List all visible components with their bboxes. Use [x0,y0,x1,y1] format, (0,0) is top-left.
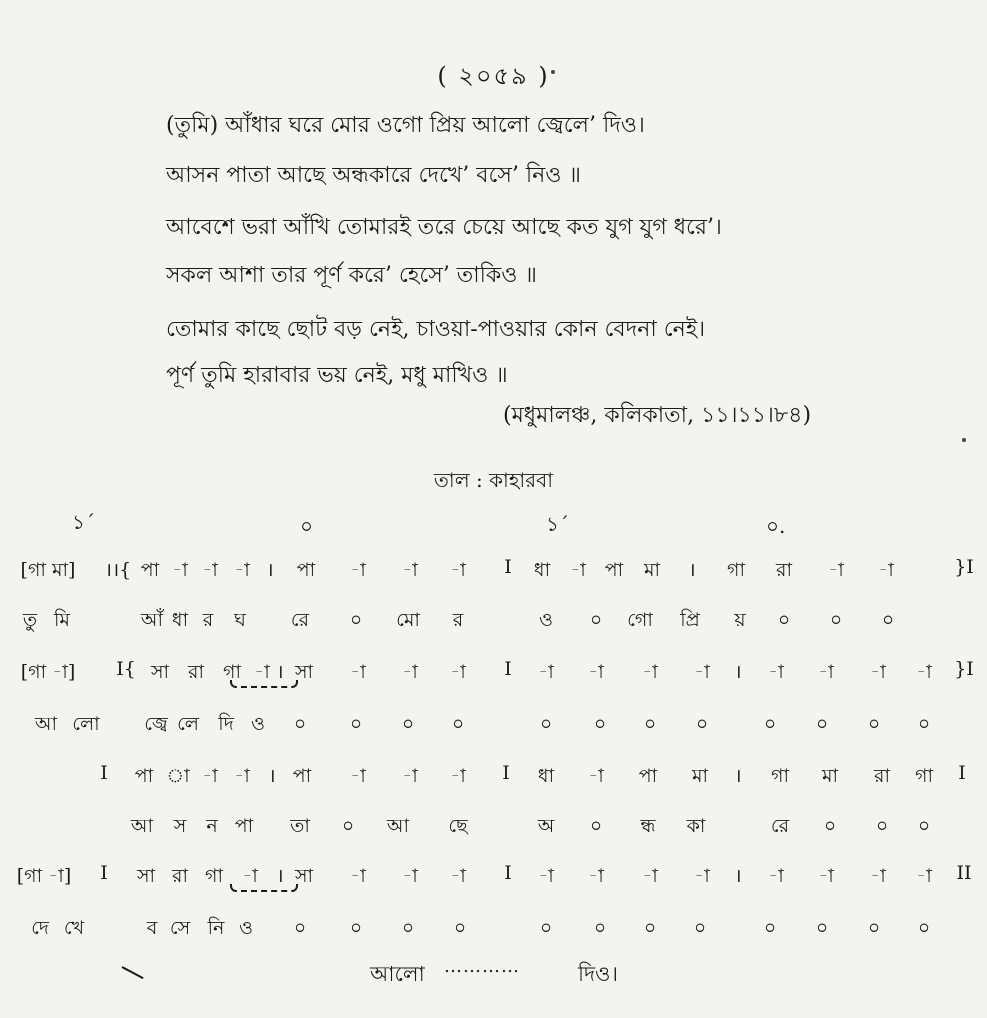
lyric-syllable: ০ [401,917,415,939]
lyric-syllable: আ [130,815,154,837]
notation-symbol: -া [870,865,886,887]
notation-symbol: । [734,865,742,887]
lyric-syllable: মি [54,609,70,631]
notation-symbol: [গা -া] [16,865,72,887]
notation-symbol: । [268,765,276,787]
notation-symbol: রা [172,865,188,887]
notation-symbol: -া [402,765,418,787]
notation-symbol: -া [254,661,270,683]
notation-symbol: ধা [533,559,551,581]
pen-stroke [122,966,144,979]
lyric-syllable: ছে [448,815,468,837]
lyric-syllable: ০ [293,713,307,735]
notation-symbol: -া [350,661,366,683]
notation-symbol: । [734,661,742,683]
notation-symbol: পা [292,765,312,787]
lyric-syllable: ০ [763,917,777,939]
notation-symbol: -া [538,865,554,887]
lyric-syllable: সে [169,917,191,939]
notation-symbol: গা [223,661,241,683]
notation-symbol: । [276,865,284,887]
notation-symbol: -া [350,765,366,787]
notation-symbol: -া [642,865,658,887]
notation-symbol: [গা -া] [20,661,76,683]
lyric-syllable: ০ [593,917,607,939]
lyric-syllable: র [202,609,214,631]
lyric-line: পূর্ণ তুমি হারাবার ভয় নেই, মধু মাখিও ॥ [166,363,508,388]
notation-symbol: -া [916,661,932,683]
notation-symbol: -া [450,559,466,581]
taal-label: তাল : কাহারবা [433,468,554,492]
lyric-syllable: ০ [401,713,415,735]
notation-symbol: -া [450,765,466,787]
notation-symbol: ধা [537,765,555,787]
lyric-syllable: জ্বে [144,713,168,735]
lyric-syllable: ০ [693,917,707,939]
source-note: (মধুমালঞ্চ, কলিকাতা, ১১।১১।৮৪) [503,403,812,428]
lyric-line: আসন পাতা আছে অন্ধকারে দেখে’ বসে’ নিও ॥ [166,163,581,188]
lyric-syllable: গো [627,609,653,631]
lyric-syllable: ও [239,917,253,939]
notation-symbol: -া [202,559,218,581]
lyric-syllable: ০ [539,713,553,735]
lyric-syllable: ০ [589,609,603,631]
lyric-syllable: ন্ধ [640,815,656,837]
lyric-syllable: ০ [867,713,881,735]
footer-end: দিও। [578,962,619,986]
beat-mark: ০ [300,514,314,538]
lyric-syllable: ০ [763,713,777,735]
notation-symbol: -া [402,559,418,581]
notation-symbol: -া [538,661,554,683]
beat-mark: ১´ [546,512,569,536]
lyric-syllable: লো [72,713,100,735]
lyric-syllable: ০ [917,917,931,939]
notation-symbol: গা [915,765,933,787]
lyric-syllable: লে [177,713,199,735]
notation-symbol: -া [642,661,658,683]
notation-symbol: -া [242,865,258,887]
notation-symbol: মা [821,765,839,787]
lyric-syllable: র [452,609,464,631]
notation-symbol: I{ [116,658,136,680]
notation-symbol: মা [643,559,661,581]
lyric-syllable: দি [218,713,234,735]
notation-symbol: পা [140,559,160,581]
lyric-syllable: ০ [341,815,355,837]
notation-symbol: -া [878,559,894,581]
notation-symbol: । [276,661,284,683]
notation-symbol: }I [954,658,974,680]
notation-symbol: -া [870,661,886,683]
lyric-syllable: ০ [453,917,467,939]
lyric-syllable: য় [734,609,746,631]
footer-start: আলো [370,962,425,986]
notation-symbol: -া [828,559,844,581]
notation-symbol: -া [818,865,834,887]
slur-mark [230,680,298,688]
lyric-syllable: রে [290,609,310,631]
notation-symbol: গা [205,865,223,887]
lyric-syllable: ০ [917,815,931,837]
lyric-syllable: স [173,815,187,837]
notation-symbol: -া [570,559,586,581]
lyric-syllable: ০ [823,815,837,837]
notation-symbol: সা [136,865,156,887]
slur-mark [230,884,298,892]
notation-symbol: -া [588,661,604,683]
lyric-syllable: ০ [349,713,363,735]
notation-symbol: গা [771,765,789,787]
lyric-syllable: ০ [815,713,829,735]
notation-symbol: । [688,559,696,581]
lyric-syllable: ০ [777,609,791,631]
lyric-syllable: ০ [875,815,889,837]
lyric-syllable: নি [207,917,225,939]
lyric-syllable: ০ [867,917,881,939]
lyric-syllable: পা [234,815,254,837]
notation-symbol: পা [604,559,624,581]
lyric-syllable: ঘ [234,609,246,631]
lyric-line: (তুমি) আঁধার ঘরে মোর ওগো প্রিয় আলো জ্বেলে’ দিও। [166,113,645,138]
notation-symbol: ।।{ [104,559,132,581]
notation-symbol: । [266,559,274,581]
notation-symbol: -া [818,661,834,683]
lyric-syllable: ও [251,713,265,735]
notation-symbol: -া [768,865,784,887]
notation-symbol: পা [638,765,658,787]
beat-mark: ০. [766,514,786,538]
lyric-syllable: ০ [593,713,607,735]
print-speck [962,438,966,442]
lyric-syllable: প্রি [680,609,700,631]
lyric-syllable: দে [31,917,49,939]
lyric-syllable: ০ [451,713,465,735]
notation-symbol: -া [350,865,366,887]
notation-symbol: }I [954,556,974,578]
notation-symbol: -া [768,661,784,683]
notation-symbol: I [502,762,510,784]
lyric-syllable: রে [770,815,790,837]
lyric-syllable: খে [63,917,85,939]
notation-symbol: রা [776,559,792,581]
lyric-syllable: ০ [293,917,307,939]
notation-symbol: I [100,862,108,884]
lyric-syllable: ০ [829,609,843,631]
notation-symbol: -া [234,559,250,581]
notation-symbol: পা [134,765,154,787]
notation-symbol: রা [874,765,890,787]
lyric-syllable: ০ [643,713,657,735]
notation-symbol: -া [588,765,604,787]
notation-symbol: -া [234,765,250,787]
lyric-syllable: ও [539,609,553,631]
lyric-syllable: আঁ [140,609,164,631]
notation-symbol: গা [727,559,745,581]
notation-symbol: [গা মা] [20,559,76,581]
notation-symbol: -া [694,865,710,887]
lyric-syllable: ০ [539,917,553,939]
lyric-syllable: ০ [881,609,895,631]
notation-symbol: সা [294,661,314,683]
lyric-syllable: ০ [643,917,657,939]
notation-symbol: পা [296,559,316,581]
lyric-syllable: ০ [349,917,363,939]
lyric-syllable: ০ [695,713,709,735]
notation-symbol: I [504,556,512,578]
beat-mark: ১´ [72,510,95,534]
lyric-line: সকল আশা তার পূর্ণ করে’ হেসে’ তাকিও ॥ [166,263,537,288]
notation-symbol: -া [450,865,466,887]
lyric-syllable: ব [146,917,158,939]
lyric-syllable: তু [22,609,38,631]
notation-symbol: -া [588,865,604,887]
notation-symbol: সা [150,661,170,683]
lyric-syllable: কা [686,815,706,837]
print-speck [551,70,555,74]
footer-dots: ………… [444,956,520,977]
lyric-syllable: ০ [917,713,931,735]
lyric-syllable: ন [206,815,218,837]
notation-symbol: । [734,765,742,787]
notation-symbol: সা [294,865,314,887]
lyric-syllable: ০ [349,609,363,631]
notation-symbol: -া [172,559,188,581]
lyric-syllable: আ [34,713,58,735]
notation-symbol: I [504,862,512,884]
notation-symbol: -া [402,661,418,683]
lyric-syllable: ০ [815,917,829,939]
notation-symbol: -া [350,559,366,581]
lyric-syllable: তা [290,815,310,837]
notation-symbol: মা [691,765,709,787]
lyric-syllable: আ [386,815,410,837]
song-number: ( ২০৫৯ ) [437,62,550,90]
notation-symbol: I [100,762,108,784]
lyric-line: আবেশে ভরা আঁখি তোমারই তরে চেয়ে আছে কত যুগ যুগ ধরে’। [166,215,722,240]
lyric-syllable: ০ [589,815,603,837]
notation-symbol: -া [694,661,710,683]
lyric-syllable: মো [396,609,420,631]
lyric-line: তোমার কাছে ছোট বড় নেই, চাওয়া-পাওয়ার কোন বেদনা নেই। [166,317,706,342]
notation-symbol: রা [188,661,204,683]
notation-symbol: I [504,658,512,680]
notation-symbol: I [958,762,966,784]
notation-symbol: া [166,765,190,787]
lyric-syllable: অ [537,815,555,837]
notation-symbol: -া [450,661,466,683]
notation-symbol: II [956,862,972,884]
notation-symbol: -া [202,765,218,787]
notation-symbol: -া [916,865,932,887]
notation-symbol: -া [402,865,418,887]
lyric-syllable: ধা [171,609,189,631]
